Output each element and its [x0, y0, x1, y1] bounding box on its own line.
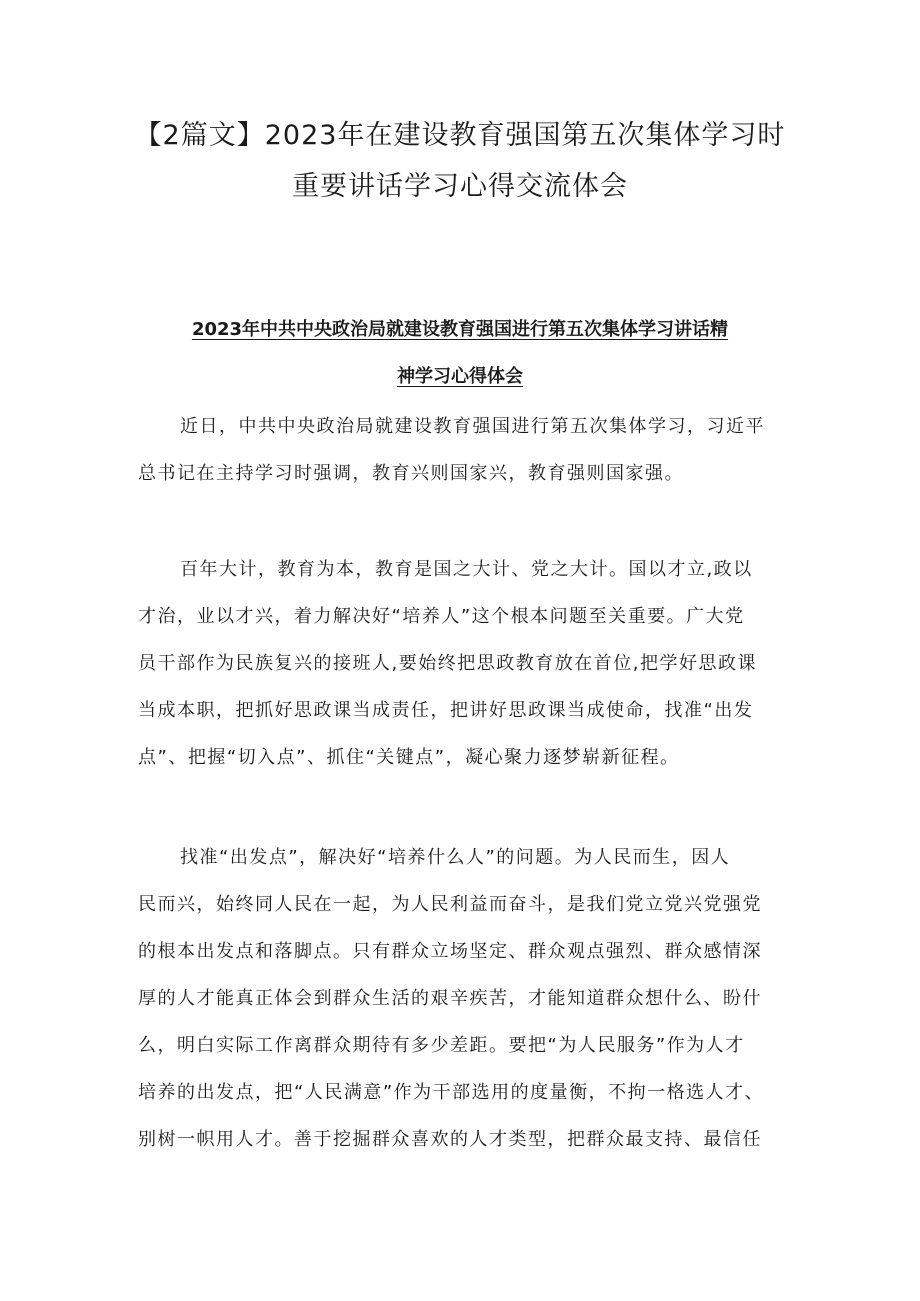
paragraph-1-line-1: 近日，中共中央政治局就建设教育强国进行第五次集体学习，习近平: [180, 416, 765, 437]
paragraph-1-line-2: 总书记在主持学习时强调，教育兴则国家兴，教育强则国家强。: [138, 463, 684, 484]
article-subtitle-line-2: 神学习心得体会: [397, 366, 523, 387]
paragraph-3-line-5: 么，明白实际工作离群众期待有多少差距。要把“为人民服务”作为人才: [138, 1035, 745, 1056]
paragraph-3-line-2: 民而兴，始终同人民在一起，为人民利益而奋斗，是我们党立党兴党强党: [138, 894, 762, 915]
document-title-line-1: 【2篇文】2023年在建设教育强国第五次集体学习时: [134, 120, 786, 151]
paragraph-2-line-1: 百年大计，教育为本，教育是国之大计、党之大计。国以才立,政以: [180, 559, 753, 580]
paragraph-3-line-1: 找准“出发点”，解决好“培养什么人”的问题。为人民而生，因人: [180, 847, 731, 868]
article-subtitle-line-1: 2023年中共中央政治局就建设教育强国进行第五次集体学习讲话精: [191, 319, 729, 340]
paragraph-3-line-7: 别树一帜用人才。善于挖掘群众喜欢的人才类型，把群众最支持、最信任: [138, 1129, 762, 1150]
document-title-line-2: 重要讲话学习心得交流体会: [292, 171, 628, 202]
paragraph-2-line-5: 点”、把握“切入点”、抓住“关键点”，凝心聚力逐梦崭新征程。: [138, 747, 680, 768]
paragraph-3-line-4: 厚的人才能真正体会到群众生活的艰辛疾苦，才能知道群众想什么、盼什: [138, 988, 762, 1009]
paragraph-2-line-2: 才治，业以才兴，着力解决好“培养人”这个根本问题至关重要。广大党: [138, 606, 745, 627]
paragraph-2-line-4: 当成本职，把抓好思政课当成责任，把讲好思政课当成使命，找准“出发: [138, 700, 754, 721]
paragraph-3-line-6: 培养的出发点，把“人民满意”作为干部选用的度量衡，不拘一格选人才、: [138, 1082, 765, 1103]
paragraph-2-line-3: 员干部作为民族复兴的接班人,要始终把思政教育放在首位,把学好思政课: [138, 653, 757, 674]
paragraph-3-line-3: 的根本出发点和落脚点。只有群众立场坚定、群众观点强烈、群众感情深: [138, 941, 762, 962]
